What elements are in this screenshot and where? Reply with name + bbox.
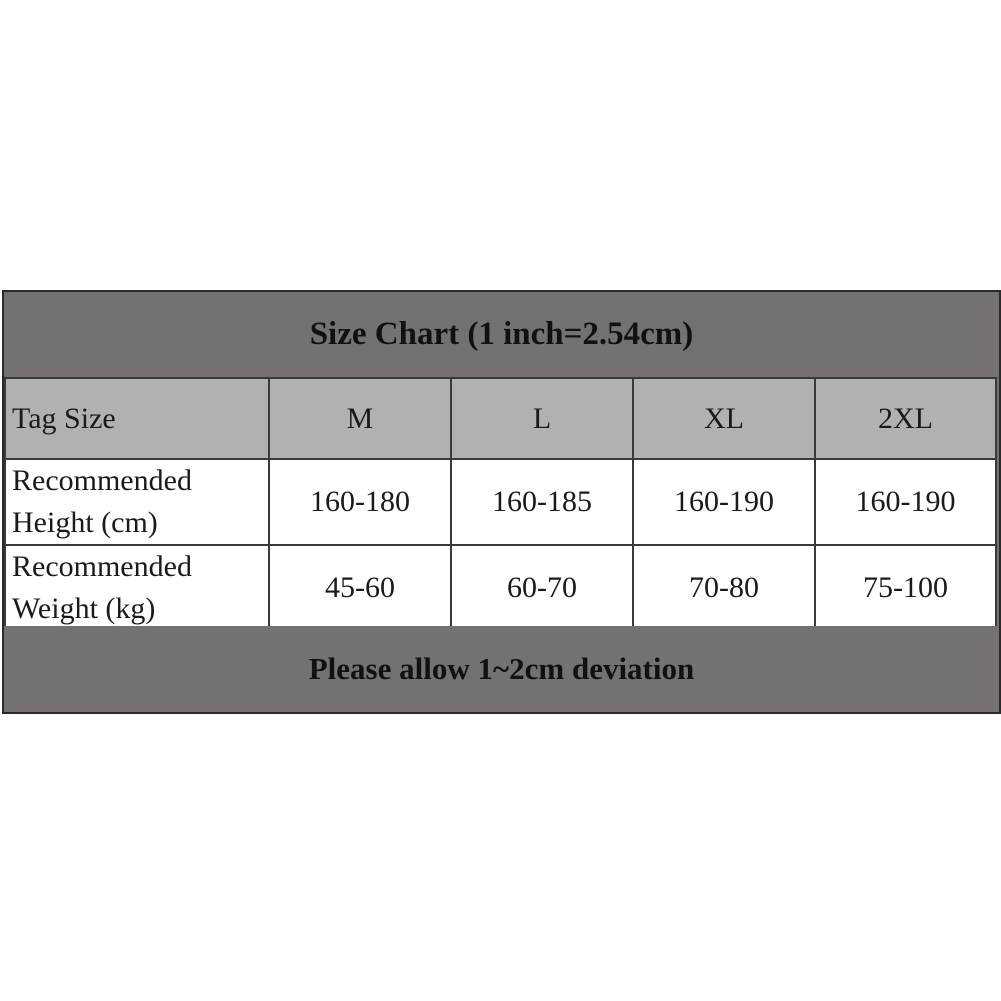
tag-size-label: Tag Size	[5, 378, 269, 459]
deviation-note: Please allow 1~2cm deviation	[4, 626, 999, 712]
weight-m-cell: 45-60	[269, 545, 451, 631]
height-m-cell: 160-180	[269, 459, 451, 545]
size-2xl-header: 2XL	[815, 378, 996, 459]
height-row	[5, 459, 996, 545]
weight-2xl-cell: 75-100	[815, 545, 996, 631]
size-chart-title: Size Chart (1 inch=2.54cm)	[4, 292, 999, 377]
size-chart	[2, 290, 1001, 714]
weight-label-line1: Recommended	[12, 550, 192, 583]
height-row-label	[5, 459, 269, 545]
size-l-header: L	[451, 378, 633, 459]
weight-l-cell: 60-70	[451, 545, 633, 631]
size-header-row	[5, 378, 996, 459]
weight-label-line2: Weight (kg)	[12, 592, 156, 625]
height-l-cell: 160-185	[451, 459, 633, 545]
height-xl-cell: 160-190	[633, 459, 815, 545]
weight-row	[5, 545, 996, 631]
height-label-line1: Recommended	[12, 464, 192, 497]
height-label-line2: Height (cm)	[12, 506, 158, 539]
size-m-header: M	[269, 378, 451, 459]
height-2xl-cell: 160-190	[815, 459, 996, 545]
size-xl-header: XL	[633, 378, 815, 459]
weight-row-label	[5, 545, 269, 631]
weight-xl-cell: 70-80	[633, 545, 815, 631]
size-table	[4, 377, 997, 632]
